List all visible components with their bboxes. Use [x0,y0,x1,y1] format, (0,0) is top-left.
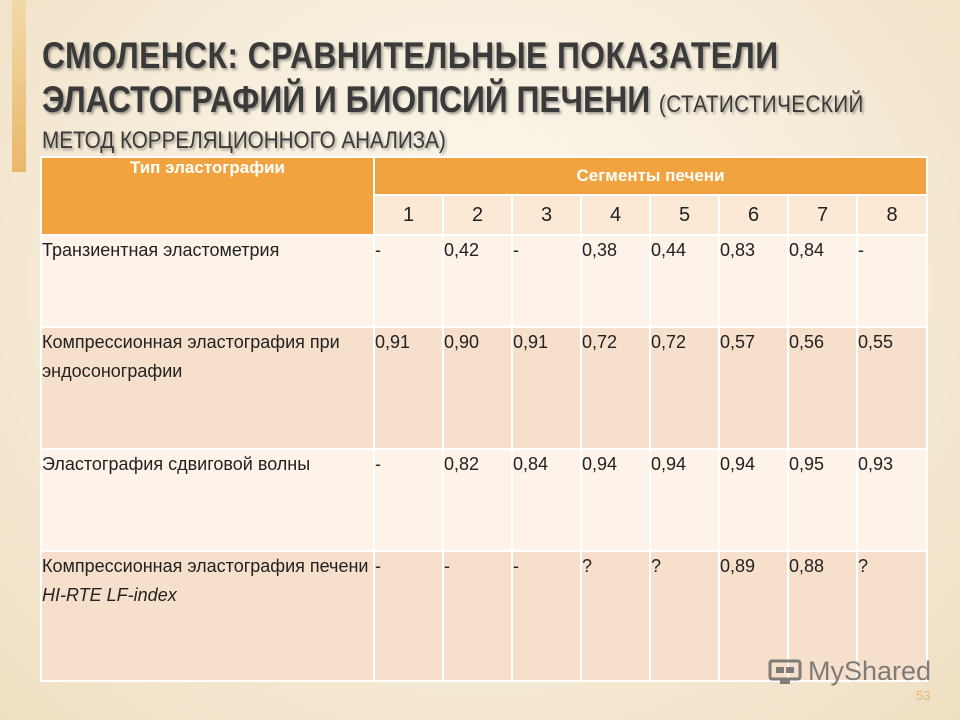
comparison-table [40,156,928,682]
header-row [41,157,927,195]
header-liver-segments: Сегменты печени [374,157,927,195]
segment-number: 4 [581,195,650,235]
table-cell: ? [581,551,650,681]
table-cell: 0,91 [512,327,581,449]
segment-number: 5 [650,195,719,235]
table-cell: 0,72 [581,327,650,449]
table-cell: - [512,551,581,681]
table-row [41,235,927,327]
table-cell: 0,95 [788,449,857,551]
table-cell: ? [650,551,719,681]
table-row [41,449,927,551]
table-cell: 0,88 [788,551,857,681]
table-cell: 0,90 [443,327,512,449]
title-line-1: СМОЛЕНСК: СРАВНИТЕЛЬНЫЕ ПОКАЗАТЕЛИ [42,35,779,76]
title-line-2-main: ЭЛАСТОГРАФИЙ И БИОПСИЙ ПЕЧЕНИ [42,79,651,120]
table-cell: 0,82 [443,449,512,551]
segment-number: 3 [512,195,581,235]
table-cell: 0,94 [581,449,650,551]
table-cell: 0,84 [788,235,857,327]
title-line-2 [42,78,864,127]
segment-number: 6 [719,195,788,235]
segment-number: 8 [857,195,927,235]
table-cell: 0,38 [581,235,650,327]
table-cell: - [857,235,927,327]
row-method-name: Транзиентная эластометрия [41,235,374,327]
title-line-2-small: (СТАТИСТИЧЕСКИЙ [658,91,864,118]
table-cell: 0,72 [650,327,719,449]
table-cell: 0,84 [512,449,581,551]
table-cell: 0,94 [719,449,788,551]
page-number: 53 [916,688,931,703]
table-cell: - [374,235,443,327]
segment-number: 1 [374,195,443,235]
table-row [41,327,927,449]
row-method-name: Компрессионная эластография при эндосонографии [41,327,374,449]
slide-title [42,34,942,155]
table-cell: 0,83 [719,235,788,327]
table-cell: 0,42 [443,235,512,327]
myshared-logo-icon [768,657,802,687]
table-cell: 0,55 [857,327,927,449]
watermark [768,656,931,687]
table-cell: 0,93 [857,449,927,551]
segment-number: 2 [443,195,512,235]
row-method-name: Эластография сдвиговой волны [41,449,374,551]
watermark-text: MyShared [808,656,932,686]
table-cell: - [374,551,443,681]
table-cell: 0,89 [719,551,788,681]
segment-number: 7 [788,195,857,235]
table-cell: 0,94 [650,449,719,551]
table-cell: - [512,235,581,327]
title-line-3: МЕТОД КОРРЕЛЯЦИОННОГО АНАЛИЗА) [42,127,446,154]
table-cell: - [443,551,512,681]
table-cell: 0,44 [650,235,719,327]
row-method-name-plain: Компрессионная эластография печени [42,556,369,576]
accent-bar [12,0,26,172]
header-elastography-type: Тип эластографии [41,157,374,235]
table-cell: 0,57 [719,327,788,449]
table-cell: 0,91 [374,327,443,449]
table-cell: - [374,449,443,551]
row-method-name [41,551,374,681]
table-cell: ? [857,551,927,681]
row-method-name-italic: HI-RTE LF-index [42,585,177,605]
table-cell: 0,56 [788,327,857,449]
